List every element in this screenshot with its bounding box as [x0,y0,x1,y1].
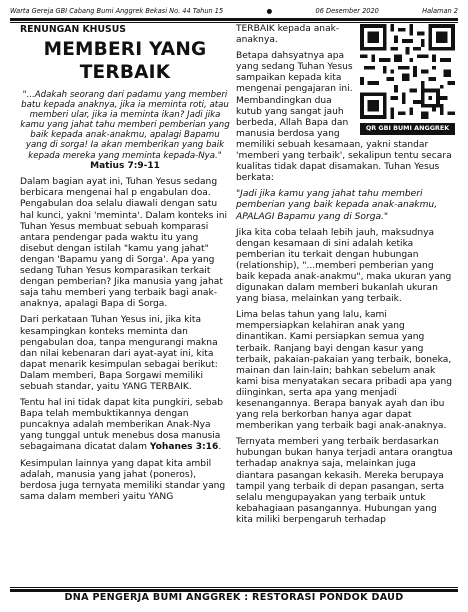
scripture-reference: Yohanes 3:16 [149,442,219,453]
scripture-quote: "Jadi jika kamu yang jahat tahu memberi pemberian yang baik kepada anak-anakmu, APALAGI Bapamu yang di Sorga." [236,189,438,222]
page-header [10,4,458,18]
quote-reference: Matius 7:9-11 [90,160,160,171]
right-column [236,24,455,531]
footer-motto: DNA PENGERJA BUMI ANGGREK : RESTORASI PONDOK DAUD [64,592,404,603]
paragraph-text: Tentu hal ini tidak dapat kita pungkiri, sebab Bapa telah membuktikannya dengan puncaknya adalah memberikan Anak-Nya yang tunggal untuk menebus dosa manusia sebagaimana dicatat dalam [20,398,223,453]
paragraph: Tentu hal ini tidak dapat kita pungkiri, sebab Bapa telah membuktikannya dengan puncaknya adalah memberikan Anak-Nya yang tunggal untuk menebus dosa manusia sebagaimana dicatat dalam Yohanes 3:16. [20,398,223,453]
left-column [20,24,230,508]
paragraph: Ternyata memberi yang terbaik berdasarkan hubungan bukan hanya terjadi antara orangtua terhadap anaknya saja, melainkan juga diantara pasangan kekasih. Mereka berupaya tampil yang terbaik di depan pasangan, serta selalu mengupayakan yang terbaik untuk kebahagiaan pasangannya. Hubungan yang kita miliki berpengaruh terhadap [236,437,453,525]
section-label: RENUNGAN KHUSUS [20,24,126,35]
opening-quote [20,90,230,172]
qr-code-icon[interactable] [360,24,455,119]
paragraph: Dalam bagian ayat ini, Tuhan Yesus sedang berbicara mengenai hal p engabulan doa. Pengabulan doa selalu diawali dengan satu hal kunci, yakni 'meminta'. Dalam konteks ini Tuhan Yesus membuat sebuah komparasi antara pendengar pada waktu itu yang disebut dengan istilah "kamu yang jahat" dengan 'Bapamu yang di Sorga'. Apa yang sedang Tuhan Yesus komparasikan terkait dengan pemberian? Jika manusia yang jahat saja tahu memberi yang terbaik bagi anak-anaknya, apalagi Bapa di Sorga. [20,177,228,310]
paragraph: TERBAIK kepada anak-anaknya. [236,24,340,46]
paragraph: Lima belas tahun yang lalu, kami mempersiapkan kelahiran anak yang dinantikan. Kami persiapkan semua yang terbaik. Ranjang bayi dengan kasur yang terbaik, pakaian-pakaian yang terbaik, boneka, mainan dan lain-lain; bahkan sebelum anak kami bisa menyatakan secara pribadi apa yang diinginkan, serta apa yang menjadi kesenangannya. Berapa banyak ayah dan ibu yang rela berkorban hanya agar dapat memberikan yang terbaik bagi anak-anaknya. [236,310,453,432]
newsletter-name: Warta Gereja GBI Cabang Bumi Anggrek Bekasi No. 44 Tahun 15 [10,7,224,15]
header-bullet: ● [266,7,273,15]
header-rule [10,18,458,23]
issue-date: 06 Desember 2020 [315,7,379,15]
paragraph: Dari perkataan Tuhan Yesus ini, jika kita kesampingkan konteks meminta dan pengabulan doa, tanpa mengurangi makna dan nilai kebenaran dari ayat-ayat ini, kita dapat menarik kesimpulan sebagai berikut: Dalam memberi, Bapa Sorgawi memiliki sebuah standar, yaitu YANG TERBAIK. [20,315,218,392]
paragraph: Betapa dahsyatnya apa yang sedang Tuhan Yesus sampaikan kepada kita mengenai pengajaran ini. Membandingkan dua kutub yang sangat jauh berbeda, Allah Bapa dan manusia berdosa yang memiliki sebuah kesamaan, yakni standar 'memberi yang terbaik', sekalipun tentu secara kualitas tidak dapat disamakan. Tuhan Yesus berkata: [236,51,452,184]
paragraph: Jika kita coba telaah lebih jauh, maksudnya dengan kesamaan di sini adalah ketika pemberian itu terkait dengan hubungan (relationship), "...memberi pemberian yang baik kepada anak-anakmu", maka ukuran yang digunakan dalam memberi bukanlah ukuran yang biasa, melainkan yang terbaik. [236,227,452,305]
title-line-2: TERBAIK [79,61,171,83]
qr-block [360,24,455,135]
page-number: Halaman 2 [422,7,458,15]
quote-text: "...Adakah seorang dari padamu yang memberi batu kepada anaknya, jika ia meminta roti, atau memberi ular, jika ia meminta ikan? Jadi jika kamu yang jahat tahu memberi pemberian yang baik kepada anak-anakmu, apalagi Bapamu yang di sorga! Ia akan memberikan yang baik kepada mereka yang meminta kepada-Nya." [20,89,230,161]
paragraph: Kesimpulan lainnya yang dapat kita ambil adalah, manusia yang jahat (poneros), berdosa juga ternyata memiliki standar yang sama dalam memberi yaitu YANG [20,458,226,502]
article-title [20,39,230,83]
title-line-1: MEMBERI YANG [43,39,207,61]
qr-label: QR GBI BUMI ANGGREK [360,123,455,135]
